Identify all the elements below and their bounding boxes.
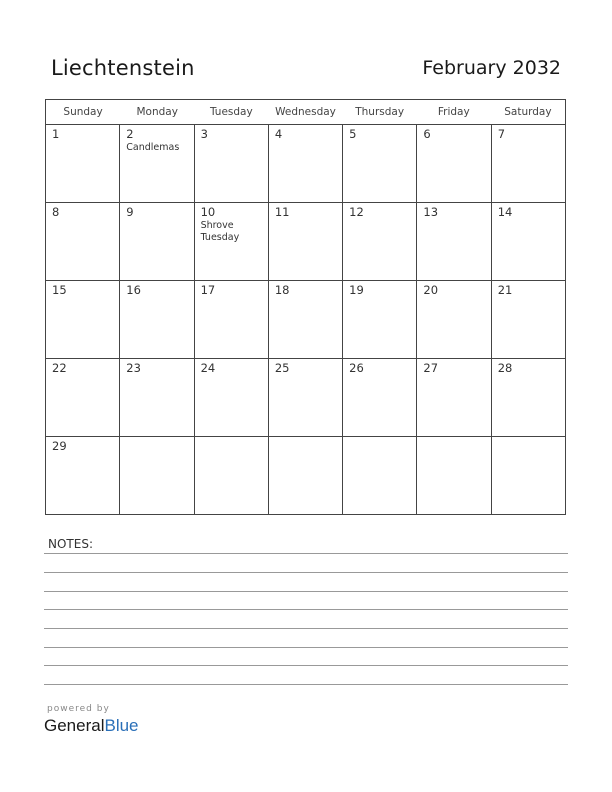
day-number: 26: [349, 361, 364, 375]
day-cell: [492, 125, 565, 202]
day-number: 4: [274, 127, 283, 141]
note-line: [44, 591, 568, 592]
day-cell: [120, 437, 194, 514]
weekday-saturday: Saturday: [504, 106, 552, 118]
day-number: 28: [497, 361, 513, 375]
generalblue-logo: [44, 716, 139, 736]
day-number: 7: [497, 127, 506, 141]
note-line: [44, 684, 568, 685]
day-cell: [343, 437, 417, 514]
notes-label: NOTES:: [48, 537, 93, 551]
day-cell: [269, 125, 343, 202]
day-number: 16: [126, 283, 141, 297]
day-number: 19: [349, 283, 364, 297]
day-cell: [343, 359, 417, 436]
weekday-tuesday: Tuesday: [209, 106, 253, 118]
week-row: [46, 437, 565, 514]
note-line: [44, 647, 568, 648]
week-row: [46, 359, 565, 437]
day-cell: [46, 203, 120, 280]
week-row: [46, 203, 565, 281]
day-cell: [343, 125, 417, 202]
day-cell: [120, 359, 194, 436]
note-line: [44, 628, 568, 629]
day-number: 2: [126, 127, 134, 141]
day-number: 23: [126, 361, 141, 375]
day-cell: [195, 359, 269, 436]
day-cell: [417, 281, 491, 358]
day-cell: [120, 281, 194, 358]
day-cell: [120, 125, 194, 202]
day-cell: [492, 437, 565, 514]
day-cell: [195, 125, 269, 202]
day-cell: [46, 437, 120, 514]
day-cell: [269, 281, 343, 358]
day-number: 6: [423, 127, 431, 141]
day-cell: [417, 437, 491, 514]
day-cell: [417, 203, 491, 280]
day-number: 8: [52, 205, 60, 219]
day-number: 14: [497, 205, 513, 219]
note-line: [44, 609, 568, 610]
day-cell: [120, 203, 194, 280]
holiday-label: Shrove Tuesday: [200, 220, 240, 243]
weeks-container: [46, 125, 565, 514]
day-cell: [417, 125, 491, 202]
day-cell: [269, 203, 343, 280]
day-cell: [195, 203, 269, 280]
day-number: 15: [52, 283, 67, 297]
powered-by-text: powered by: [47, 704, 110, 714]
weekday-header-row: [46, 100, 565, 125]
weekday-monday: Monday: [136, 106, 178, 118]
month-title: February 2032: [422, 57, 561, 79]
day-number: 1: [52, 127, 60, 141]
day-cell: [343, 281, 417, 358]
day-cell: [492, 203, 565, 280]
day-number: 27: [423, 361, 439, 375]
day-cell: [46, 281, 120, 358]
day-cell: [492, 281, 565, 358]
brand-general: General: [44, 716, 105, 735]
day-number: 29: [52, 439, 67, 453]
week-row: [46, 125, 565, 203]
day-number: 5: [349, 127, 357, 141]
day-number: 11: [274, 205, 290, 219]
day-number: 3: [200, 127, 208, 141]
weekday-thursday: Thursday: [355, 106, 405, 118]
note-line: [44, 572, 568, 573]
note-line: [44, 665, 568, 666]
day-number: 12: [349, 205, 364, 219]
week-row: [46, 281, 565, 359]
day-cell: [269, 359, 343, 436]
day-cell: [417, 359, 491, 436]
day-cell: [492, 359, 565, 436]
day-cell: [46, 359, 120, 436]
day-cell: [269, 437, 343, 514]
day-number: 25: [274, 361, 290, 375]
weekday-friday: Friday: [437, 106, 470, 118]
day-number: 17: [200, 283, 216, 297]
weekday-wednesday: Wednesday: [275, 106, 336, 118]
day-number: 21: [497, 283, 513, 297]
day-cell: [46, 125, 120, 202]
day-number: 10: [200, 205, 216, 219]
brand-blue: Blue: [104, 716, 139, 735]
day-cell: [343, 203, 417, 280]
holiday-label: Candlemas: [126, 142, 180, 153]
day-number: 9: [126, 205, 134, 219]
day-number: 24: [200, 361, 216, 375]
weekday-sunday: Sunday: [63, 106, 103, 118]
day-number: 22: [52, 361, 67, 375]
country-title: Liechtenstein: [51, 56, 195, 80]
day-cell: [195, 281, 269, 358]
note-line: [44, 553, 568, 554]
day-number: 20: [423, 283, 439, 297]
day-number: 13: [423, 205, 439, 219]
day-number: 18: [274, 283, 290, 297]
calendar-grid: [45, 99, 566, 515]
day-cell: [195, 437, 269, 514]
